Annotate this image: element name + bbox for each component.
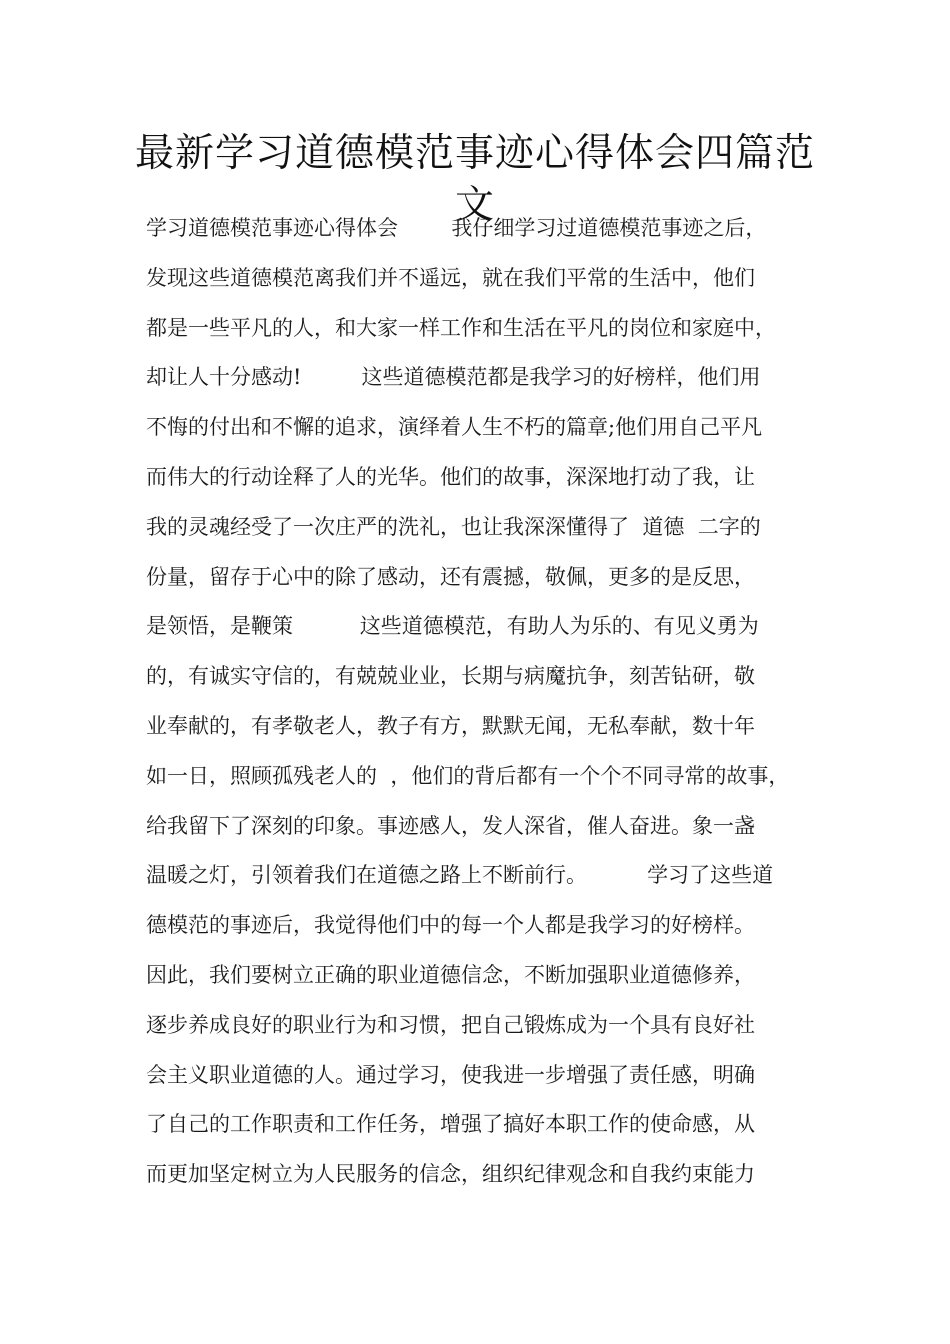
body-line: 德模范的事迹后，我觉得他们中的每一个人都是我学习的好榜样。	[146, 913, 755, 938]
body-line: 而更加坚定树立为人民服务的信念，组织纪律观念和自我约束能力	[146, 1162, 755, 1187]
body-line: 的，有诚实守信的，有兢兢业业，长期与病魔抗争，刻苦钻研，敬	[146, 664, 755, 689]
body-line: 学习道德模范事迹心得体会 我仔细学习过道德模范事迹之后，	[146, 216, 767, 240]
body-line: 会主义职业道德的人。通过学习，使我进一步增强了责任感，明确	[146, 1062, 755, 1087]
body-line: 都是一些平凡的人，和大家一样工作和生活在平凡的岗位和家庭中，	[146, 315, 776, 340]
body-line: 因此，我们要树立正确的职业道德信念，不断加强职业道德修养，	[146, 962, 755, 987]
body-line: 不悔的付出和不懈的追求，演绎着人生不朽的篇章;他们用自己平凡	[146, 415, 763, 440]
body-line: 给我留下了深刻的印象。事迹感人，发人深省，催人奋进。象一盏	[146, 813, 755, 838]
body-line: 温暖之灯，引领着我们在道德之路上不断前行。 学习了这些道	[146, 863, 774, 888]
body-line: 我的灵魂经受了一次庄严的洗礼，也让我深深懂得了 道德 二字的	[146, 514, 761, 539]
body-line: 发现这些道德模范离我们并不遥远，就在我们平常的生活中，他们	[146, 265, 755, 290]
body-line: 了自己的工作职责和工作任务，增强了搞好本职工作的使命感，从	[146, 1112, 755, 1137]
title-line: 最新学习道德模范事迹心得体会四篇范	[134, 131, 815, 176]
body-line: 业奉献的，有孝敬老人，教子有方，默默无闻，无私奉献，数十年	[146, 713, 755, 738]
body-line: 份量，留存于心中的除了感动，还有震撼，敬佩，更多的是反思，	[146, 564, 755, 589]
body-line: 而伟大的行动诠释了人的光华。他们的故事，深深地打动了我，让	[146, 464, 755, 489]
body-line: 如一日，照顾孤残老人的 ，他们的背后都有一个个不同寻常的故事，	[146, 763, 790, 788]
document-body	[146, 204, 846, 1200]
title-line: 文	[454, 183, 495, 228]
body-line: 是领悟，是鞭策 这些道德模范，有助人为乐的、有见义勇为	[146, 614, 759, 639]
body-line: 逐步养成良好的职业行为和习惯，把自己锻炼成为一个具有良好社	[146, 1012, 755, 1037]
body-line: 却让人十分感动! 这些道德模范都是我学习的好榜样，他们用	[146, 365, 761, 390]
